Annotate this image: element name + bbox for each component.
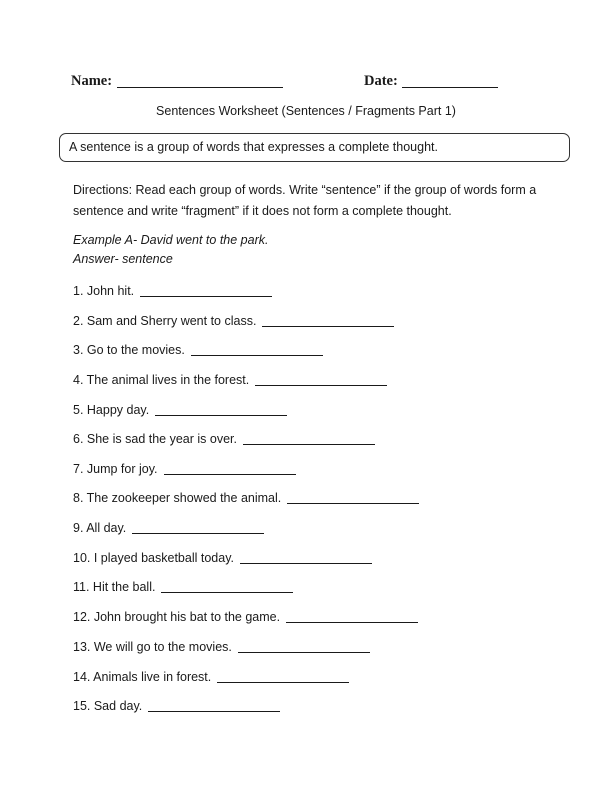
- answer-blank[interactable]: [240, 549, 372, 564]
- date-field[interactable]: [402, 87, 498, 88]
- answer-blank[interactable]: [238, 638, 370, 653]
- question-item: [73, 608, 418, 628]
- example-block: [73, 231, 268, 269]
- answer-blank[interactable]: [287, 489, 419, 504]
- answer-blank[interactable]: [262, 312, 394, 327]
- question-text: 7. Jump for joy.: [73, 462, 158, 476]
- name-label: Name:: [71, 73, 113, 89]
- question-text: 3. Go to the movies.: [73, 343, 185, 357]
- header-row: [71, 73, 511, 93]
- directions-text: Directions: Read each group of words. Write “sentence” if the group of words form a sentence and write “fragment” if it does not form a complete thought.: [73, 183, 537, 218]
- question-item: [73, 312, 394, 332]
- answer-blank[interactable]: [286, 608, 418, 623]
- question-item: [73, 371, 387, 391]
- question-text: 1. John hit.: [73, 284, 135, 298]
- question-item: [73, 401, 287, 421]
- question-text: 2. Sam and Sherry went to class.: [73, 314, 257, 328]
- answer-blank[interactable]: [140, 282, 272, 297]
- answer-blank[interactable]: [164, 460, 296, 475]
- answer-blank[interactable]: [161, 578, 293, 593]
- question-item: [73, 341, 323, 361]
- question-text: 5. Happy day.: [73, 403, 150, 417]
- question-text: 13. We will go to the movies.: [73, 640, 232, 654]
- question-text: 15. Sad day.: [73, 699, 143, 713]
- answer-blank[interactable]: [191, 341, 323, 356]
- answer-blank[interactable]: [155, 401, 287, 416]
- question-text: 6. She is sad the year is over.: [73, 432, 237, 446]
- example-prompt: Example A- David went to the park.: [73, 233, 269, 247]
- question-text: 4. The animal lives in the forest.: [73, 373, 250, 387]
- example-answer: Answer- sentence: [73, 252, 173, 266]
- question-item: [73, 578, 293, 598]
- name-field[interactable]: [117, 87, 283, 88]
- date-label: Date:: [364, 73, 398, 89]
- question-text: 9. All day.: [73, 521, 127, 535]
- question-item: [73, 668, 349, 688]
- question-text: 12. John brought his bat to the game.: [73, 610, 281, 624]
- question-item: [73, 549, 372, 569]
- question-item: [73, 460, 296, 480]
- answer-blank[interactable]: [217, 668, 349, 683]
- question-item: [73, 489, 419, 509]
- worksheet-title: Sentences Worksheet (Sentences / Fragments Part 1): [156, 104, 456, 118]
- question-item: [73, 282, 272, 302]
- answer-blank[interactable]: [148, 697, 280, 712]
- answer-blank[interactable]: [132, 519, 264, 534]
- question-text: 11. Hit the ball.: [73, 580, 156, 594]
- definition-box: A sentence is a group of words that expresses a complete thought.: [59, 133, 570, 162]
- question-text: 14. Animals live in forest.: [73, 670, 212, 684]
- question-item: [73, 638, 370, 658]
- question-item: [73, 697, 280, 717]
- question-item: [73, 430, 375, 450]
- question-text: 10. I played basketball today.: [73, 551, 234, 565]
- answer-blank[interactable]: [255, 371, 387, 386]
- question-text: 8. The zookeeper showed the animal.: [73, 491, 282, 505]
- question-item: [73, 519, 264, 539]
- answer-blank[interactable]: [243, 430, 375, 445]
